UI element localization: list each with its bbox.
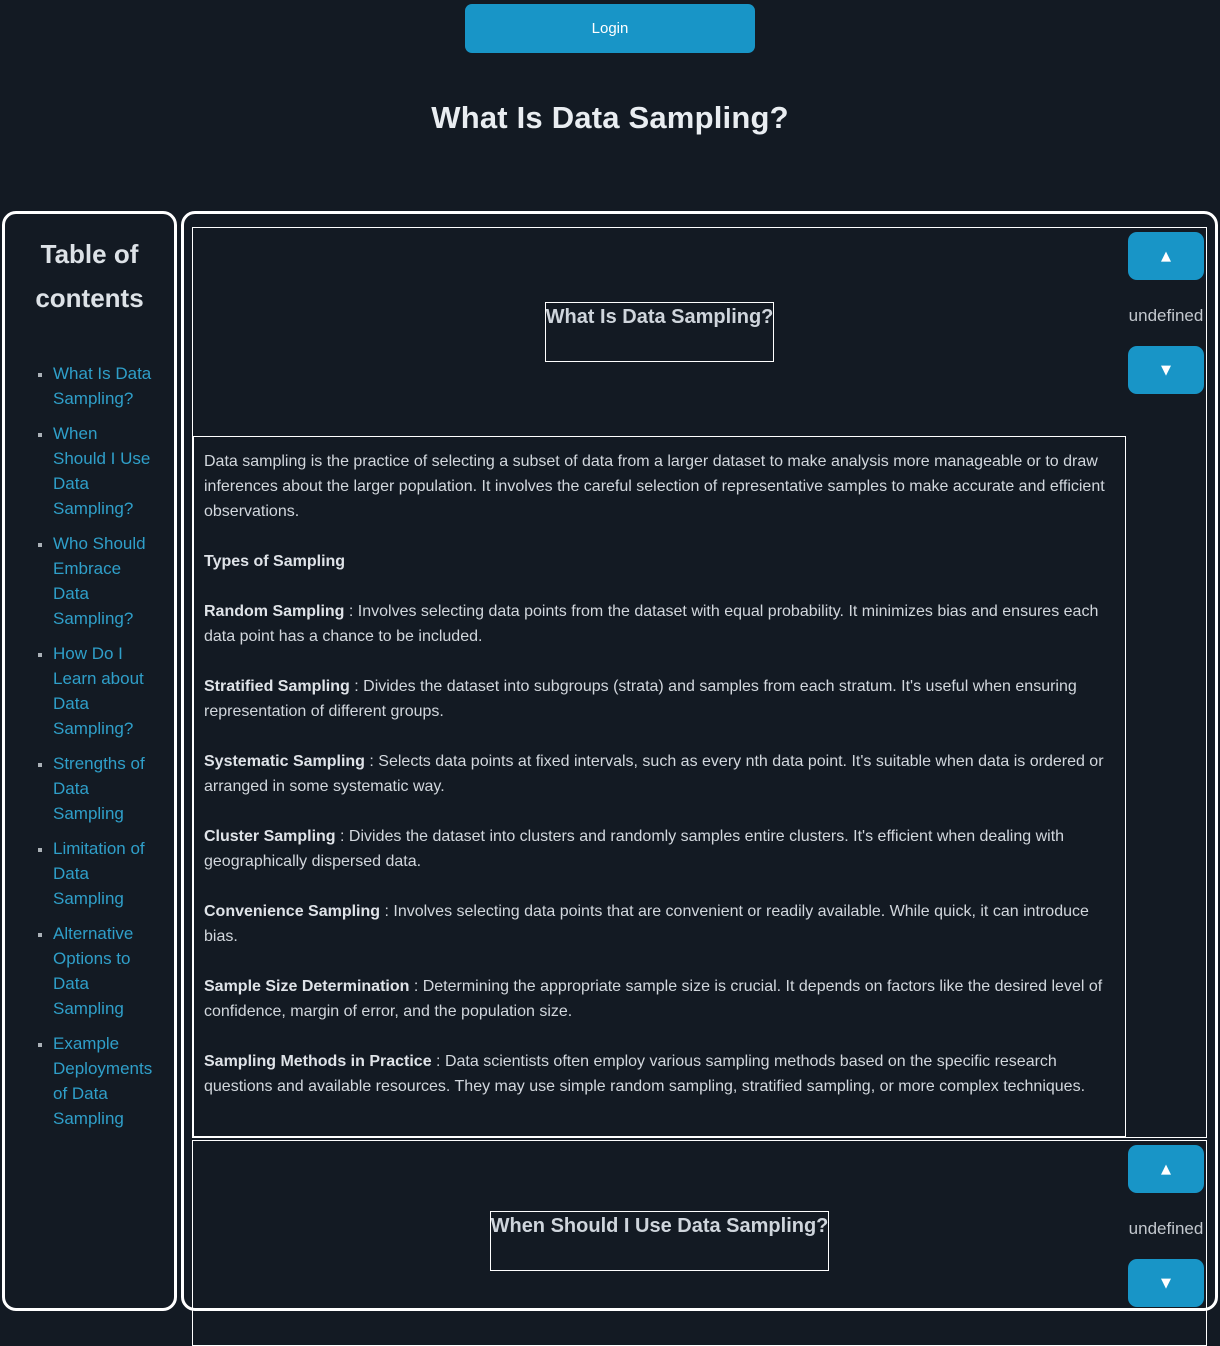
- paragraph-text: : Involves selecting data points from the dataset with equal probability. It minimizes bias and ensures each data point has a chance to be included.: [204, 603, 1099, 645]
- paragraph-text: : Involves selecting data points that are convenient or readily available. While quick, it can introduce bias.: [204, 903, 1089, 945]
- paragraph: [204, 449, 1115, 524]
- scroll-down-button[interactable]: ▼: [1128, 1259, 1204, 1307]
- section-when-should-i-use: [192, 1140, 1207, 1346]
- paragraph-text: : Data scientists often employ various sampling methods based on the specific research questions and available resources. They may use simple random sampling, stratified sampling, or more complex techniques.: [204, 1053, 1086, 1095]
- toc-link-example-deployments[interactable]: Example Deployments of Data Sampling: [53, 1034, 153, 1128]
- section-heading-box: [490, 1211, 830, 1271]
- section-what-is-data-sampling: [192, 227, 1207, 1138]
- scroll-up-button[interactable]: ▲: [1128, 232, 1204, 280]
- page-title: What Is Data Sampling?: [431, 100, 789, 135]
- toc-link-what-is-data-sampling[interactable]: What Is Data Sampling?: [53, 364, 152, 408]
- toc-item: [53, 421, 153, 521]
- topbar: [0, 0, 1220, 53]
- nav-undefined-label: undefined: [1128, 1219, 1204, 1238]
- paragraph: [204, 674, 1115, 724]
- paragraph-text: : Divides the dataset into subgroups (strata) and samples from each stratum. It's useful when ensuring representation of different groups.: [204, 678, 1077, 720]
- toc-link-alternative-options[interactable]: Alternative Options to Data Sampling: [53, 924, 134, 1018]
- login-button[interactable]: Login: [465, 4, 755, 53]
- toc-list: [25, 361, 154, 1131]
- toc-link-strengths[interactable]: Strengths of Data Sampling: [53, 754, 145, 823]
- nav-undefined-label: undefined: [1128, 306, 1204, 325]
- paragraph-lead: Sampling Methods in Practice: [204, 1053, 432, 1070]
- toc-item: [53, 361, 153, 411]
- section-content: [193, 228, 1126, 1137]
- article-panel: [181, 211, 1218, 1311]
- toc-item: [53, 921, 153, 1021]
- paragraph: [204, 1049, 1115, 1099]
- paragraph: [204, 974, 1115, 1024]
- paragraph-lead: Systematic Sampling: [204, 753, 365, 770]
- paragraph: [204, 899, 1115, 949]
- content-layout: [0, 211, 1220, 1291]
- paragraph-lead: Convenience Sampling: [204, 903, 381, 920]
- paragraph-text: : Determining the appropriate sample size is crucial. It depends on factors like the desired level of confidence, margin of error, and the population size.: [204, 978, 1103, 1020]
- section-nav-column: [1126, 228, 1206, 1137]
- toc-item: [53, 1031, 153, 1131]
- section-nav-column: [1126, 1141, 1206, 1345]
- table-of-contents-panel: [2, 211, 177, 1311]
- toc-link-how-do-i-learn[interactable]: How Do I Learn about Data Sampling?: [53, 644, 144, 738]
- section-heading-box: [545, 302, 775, 362]
- paragraph-text: : Divides the dataset into clusters and randomly samples entire clusters. It's efficient when dealing with geographically dispersed data.: [204, 828, 1065, 870]
- paragraph-text: Data sampling is the practice of selecting a subset of data from a larger dataset to make analysis more manageable or to draw inferences about the larger population. It involves the careful selection of representative samples to make accurate and efficient observations.: [204, 453, 1105, 520]
- scroll-down-button[interactable]: ▼: [1128, 346, 1204, 394]
- toc-item: [53, 751, 153, 826]
- section-heading: What Is Data Sampling?: [545, 306, 774, 328]
- toc-link-who-should-embrace[interactable]: Who Should Embrace Data Sampling?: [53, 534, 146, 628]
- paragraph-lead: Cluster Sampling: [204, 828, 336, 845]
- paragraph-lead: Random Sampling: [204, 603, 345, 620]
- paragraph: [204, 549, 1115, 574]
- paragraph-lead: Stratified Sampling: [204, 678, 350, 695]
- paragraph: [204, 824, 1115, 874]
- toc-item: [53, 836, 153, 911]
- toc-title: Table of contents: [35, 239, 144, 313]
- toc-item: [53, 641, 153, 741]
- paragraph-text: : Selects data points at fixed intervals, such as every nth data point. It's suitable when data is ordered or arranged in some systematic way.: [204, 753, 1104, 795]
- scroll-up-button[interactable]: ▲: [1128, 1145, 1204, 1193]
- paragraph: [204, 749, 1115, 799]
- section-text-block: [193, 436, 1126, 1137]
- paragraph: [204, 599, 1115, 649]
- paragraph-lead: Types of Sampling: [204, 553, 346, 570]
- section-content: [193, 1141, 1126, 1345]
- toc-item: [53, 531, 153, 631]
- toc-link-when-should-i-use[interactable]: When Should I Use Data Sampling?: [53, 424, 151, 518]
- toc-link-limitation[interactable]: Limitation of Data Sampling: [53, 839, 145, 908]
- paragraph-lead: Sample Size Determination: [204, 978, 410, 995]
- section-heading: When Should I Use Data Sampling?: [490, 1215, 829, 1237]
